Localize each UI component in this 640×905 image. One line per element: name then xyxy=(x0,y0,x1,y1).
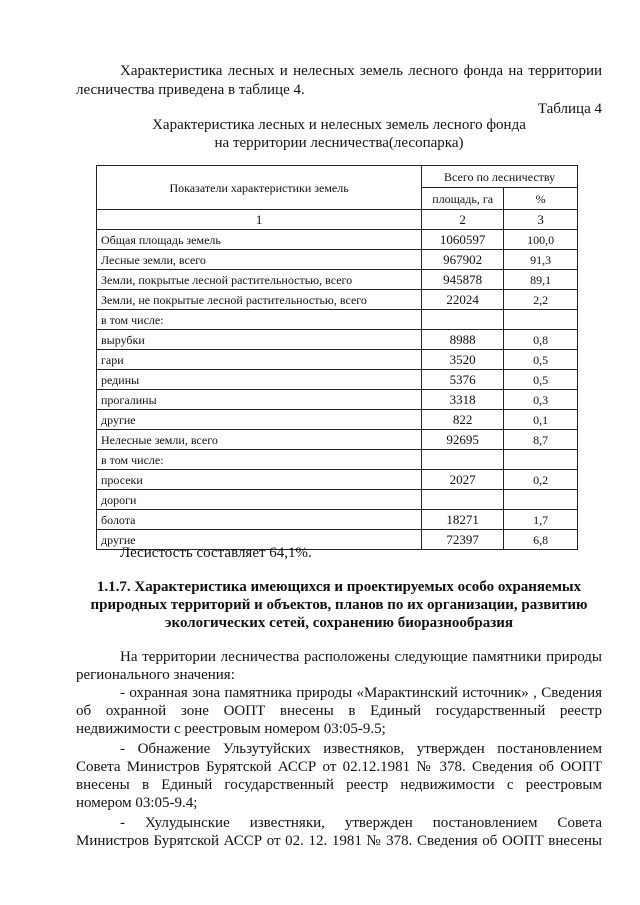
row-label: Лесные земли, всего xyxy=(97,250,422,270)
row-label: другие xyxy=(97,530,422,550)
row-percent: 6,8 xyxy=(504,530,578,550)
table-row xyxy=(97,230,578,250)
header-area: площадь, га xyxy=(422,188,504,210)
row-label: в том числе: xyxy=(97,310,422,330)
row-area xyxy=(422,310,504,330)
header-total-forestry: Всего по лесничеству xyxy=(422,166,578,188)
header-indicators: Показатели характеристики земель xyxy=(97,166,422,210)
row-area: 2027 xyxy=(422,470,504,490)
table-row xyxy=(97,330,578,350)
header-percent: % xyxy=(504,188,578,210)
row-percent: 0,2 xyxy=(504,470,578,490)
body-b2-line-4: номером 03:05-9.4; xyxy=(76,795,198,811)
body-b1-line-3: недвижимости с реестровым номером 03:05-9.5; xyxy=(76,721,386,737)
row-percent xyxy=(504,310,578,330)
table-row xyxy=(97,450,578,470)
col-number: 1 xyxy=(97,210,422,230)
row-percent: 0,8 xyxy=(504,330,578,350)
table-row xyxy=(97,350,578,370)
row-percent: 0,5 xyxy=(504,350,578,370)
row-label: другие xyxy=(97,410,422,430)
table-row xyxy=(97,310,578,330)
table-row xyxy=(97,430,578,450)
row-label: прогалины xyxy=(97,390,422,410)
intro-line-1: Характеристика лесных и нелесных земель лесного фонда на территории xyxy=(120,63,602,79)
row-percent: 91,3 xyxy=(504,250,578,270)
row-label: Земли, покрытые лесной растительностью, всего xyxy=(97,270,422,290)
row-area: 92695 xyxy=(422,430,504,450)
row-percent: 0,3 xyxy=(504,390,578,410)
table-row xyxy=(97,470,578,490)
forest-cover-text: Лесистость составляет 64,1%. xyxy=(120,545,312,561)
row-label: редины xyxy=(97,370,422,390)
body-p1-line-1: На территории лесничества расположены следующие памятники природы xyxy=(120,649,602,665)
row-area: 8988 xyxy=(422,330,504,350)
row-percent: 0,1 xyxy=(504,410,578,430)
col-number: 3 xyxy=(504,210,578,230)
row-percent: 89,1 xyxy=(504,270,578,290)
row-label: болота xyxy=(97,510,422,530)
section-heading-line-1: 1.1.7. Характеристика имеющихся и проектируемых особо охраняемых xyxy=(96,579,582,595)
row-label: вырубки xyxy=(97,330,422,350)
body-b3-line-1: - Хулудынские известняки, утвержден постановлением Совета xyxy=(120,815,602,831)
row-area: 3520 xyxy=(422,350,504,370)
row-area: 1060597 xyxy=(422,230,504,250)
row-percent: 100,0 xyxy=(504,230,578,250)
row-percent xyxy=(504,450,578,470)
row-area xyxy=(422,490,504,510)
body-b3-line-2: Министров Бурятской АССР от 02. 12. 1981 № 378. Сведения об ООПТ внесены xyxy=(76,833,602,849)
row-label: Нелесные земли, всего xyxy=(97,430,422,450)
table-title-line-2: на территории лесничества(лесопарка) xyxy=(214,135,464,151)
body-b2-line-1: - Обнажение Ульзутуйских известняков, утвержден постановлением xyxy=(120,741,602,757)
row-percent: 1,7 xyxy=(504,510,578,530)
table-row xyxy=(97,290,578,310)
row-area: 22024 xyxy=(422,290,504,310)
row-label: гари xyxy=(97,350,422,370)
row-label: в том числе: xyxy=(97,450,422,470)
row-area: 3318 xyxy=(422,390,504,410)
table-row xyxy=(97,370,578,390)
row-area: 5376 xyxy=(422,370,504,390)
table-title-line-1: Характеристика лесных и нелесных земель лесного фонда xyxy=(152,117,526,133)
table-row xyxy=(97,250,578,270)
intro-line-2: лесничества приведена в таблице 4. xyxy=(76,82,305,98)
table-row xyxy=(97,390,578,410)
body-b1-line-2: об охранной зоне ООПТ внесены в Единый государственный реестр xyxy=(76,703,602,719)
table-row xyxy=(97,270,578,290)
row-label: Земли, не покрытые лесной растительностью, всего xyxy=(97,290,422,310)
row-area: 945878 xyxy=(422,270,504,290)
row-label: просеки xyxy=(97,470,422,490)
row-percent: 0,5 xyxy=(504,370,578,390)
row-area xyxy=(422,450,504,470)
row-label: Общая площадь земель xyxy=(97,230,422,250)
body-p1-line-2: регионального значения: xyxy=(76,667,235,683)
body-b2-line-3: внесены в Единый государственный реестр недвижимости с реестровым xyxy=(76,777,602,793)
row-percent: 2,2 xyxy=(504,290,578,310)
body-b2-line-2: Совета Министров Бурятской АССР от 02.12.1981 № 378. Сведения об ООПТ xyxy=(76,759,602,775)
land-characteristics-table xyxy=(96,165,578,550)
row-area: 18271 xyxy=(422,510,504,530)
body-b1-line-1: - охранная зона памятника природы «Марактинский источник» , Сведения xyxy=(120,685,602,701)
row-percent xyxy=(504,490,578,510)
table-row xyxy=(97,490,578,510)
table-row xyxy=(97,510,578,530)
row-area: 72397 xyxy=(422,530,504,550)
row-area: 822 xyxy=(422,410,504,430)
col-number: 2 xyxy=(422,210,504,230)
row-percent: 8,7 xyxy=(504,430,578,450)
row-area: 967902 xyxy=(422,250,504,270)
row-label: дороги xyxy=(97,490,422,510)
section-heading-line-3: экологических сетей, сохранению биоразнообразия xyxy=(165,615,513,631)
section-heading-line-2: природных территорий и объектов, планов по их организации, развитию xyxy=(90,597,588,613)
table-row xyxy=(97,410,578,430)
table-label: Таблица 4 xyxy=(537,101,602,117)
